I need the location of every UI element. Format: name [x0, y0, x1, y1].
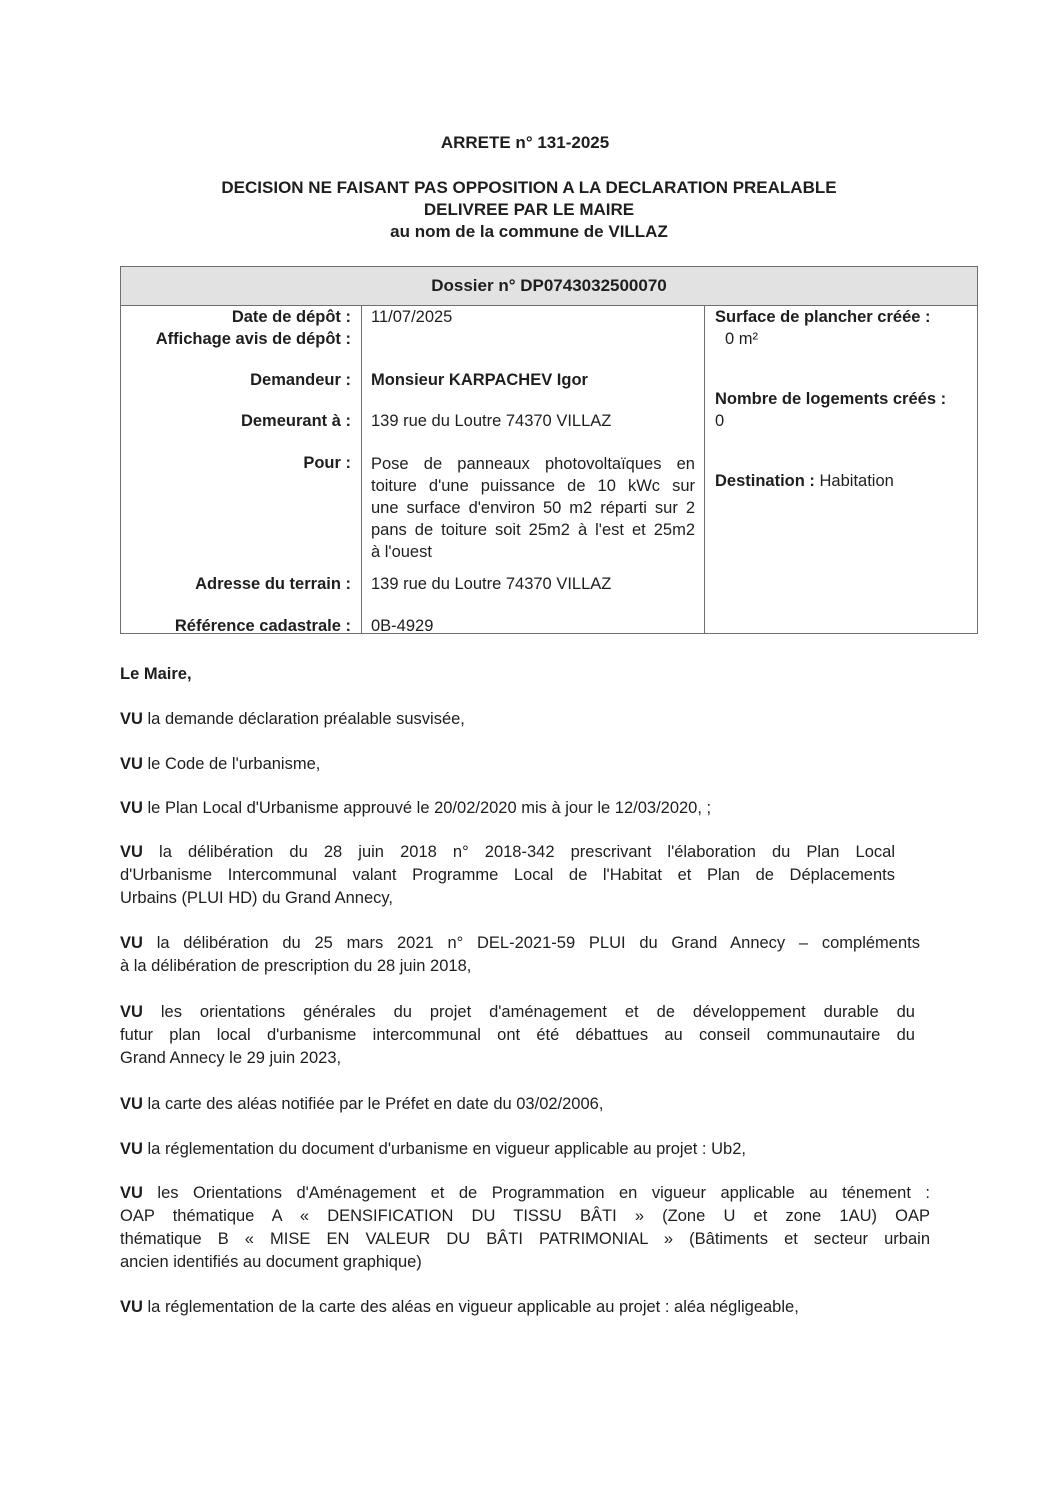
- vu-text: le Plan Local d'Urbanisme approuvé le 20/02/2020 mis à jour le 12/03/2020, ;: [147, 799, 712, 817]
- vu-paragraph: [120, 1093, 930, 1116]
- value-adresse-terrain: 139 rue du Loutre 74370 VILLAZ: [371, 575, 612, 593]
- vu-keyword: VU: [120, 1298, 143, 1316]
- vu-text: futur plan local d'urbanisme intercommunal ont été débattues au conseil communautaire du: [120, 1026, 915, 1044]
- label-adresse-terrain: Adresse du terrain :: [195, 575, 351, 593]
- label-logements: Nombre de logements créés :: [715, 390, 947, 408]
- vu-text: ancien identifiés au document graphique): [120, 1253, 422, 1271]
- vu-text: le Code de l'urbanisme,: [147, 755, 321, 773]
- value-demeurant: 139 rue du Loutre 74370 VILLAZ: [371, 412, 612, 430]
- vu-keyword: VU: [120, 1184, 143, 1202]
- vu-text: d'Urbanisme Intercommunal valant Programme Local de l'Habitat et Plan de Déplacements: [120, 866, 895, 884]
- label-affichage: Affichage avis de dépôt :: [155, 330, 351, 348]
- label-destination: Destination :: [715, 472, 815, 490]
- column-divider: [361, 305, 362, 633]
- destination: [715, 472, 894, 491]
- vu-paragraph: [120, 932, 920, 978]
- pour-line: une surface d'environ 50 m2 réparti sur 2: [371, 499, 695, 517]
- maire-text: Le Maire,: [120, 665, 192, 683]
- pour-line: toiture d'une puissance de 10 kWc sur: [371, 477, 695, 495]
- vu-paragraph: [120, 1296, 930, 1319]
- vu-text: Urbains (PLUI HD) du Grand Annecy,: [120, 889, 393, 907]
- label-reference-cadastrale: Référence cadastrale :: [174, 617, 351, 635]
- value-destination: Habitation: [819, 472, 894, 490]
- vu-paragraph: [120, 1138, 930, 1161]
- pour-line: à l'ouest: [371, 543, 432, 561]
- vu-keyword: VU: [120, 710, 143, 728]
- label-pour: Pour :: [303, 454, 351, 472]
- vu-paragraph: [120, 797, 930, 820]
- decision-line-1: DECISION NE FAISANT PAS OPPOSITION A LA DECLARATION PREALABLE: [221, 178, 837, 197]
- vu-keyword: VU: [120, 799, 143, 817]
- value-surface: 0 m²: [725, 330, 758, 348]
- value-logements: 0: [715, 412, 725, 430]
- vu-paragraph: [120, 753, 930, 776]
- arrete-number: ARRETE n° 131-2025: [440, 133, 610, 152]
- vu-keyword: VU: [120, 843, 143, 861]
- vu-text: les orientations générales du projet d'aménagement et de développement durable du: [160, 1003, 915, 1021]
- label-demeurant: Demeurant à :: [240, 412, 351, 430]
- dossier-title: Dossier n° DP0743032500070: [121, 267, 977, 306]
- vu-text: la carte des aléas notifiée par le Préfet en date du 03/02/2006,: [147, 1095, 604, 1113]
- decision-title: [0, 177, 1058, 243]
- vu-text: la réglementation de la carte des aléas en vigueur applicable au projet : aléa négligeable,: [147, 1298, 799, 1316]
- vu-text: la demande déclaration préalable susvisée,: [147, 710, 465, 728]
- vu-keyword: VU: [120, 1003, 143, 1021]
- vu-text: OAP thématique A « DENSIFICATION DU TISSU BÂTI » (Zone U et zone 1AU) OAP: [120, 1207, 930, 1225]
- decision-line-2: DELIVREE PAR LE MAIRE: [423, 200, 635, 219]
- label-surface: Surface de plancher créée :: [715, 308, 931, 326]
- value-pour: [371, 453, 695, 563]
- vu-text: la réglementation du document d'urbanisme en vigueur applicable au projet : Ub2,: [147, 1140, 746, 1158]
- vu-keyword: VU: [120, 1095, 143, 1113]
- vu-text: Grand Annecy le 29 juin 2023,: [120, 1049, 342, 1067]
- vu-keyword: VU: [120, 755, 143, 773]
- vu-text: la délibération du 25 mars 2021 n° DEL-2021-59 PLUI du Grand Annecy – compléments: [156, 934, 920, 952]
- label-date-depot: Date de dépôt :: [231, 308, 351, 326]
- column-divider: [704, 305, 705, 633]
- decision-line-3: au nom de la commune de VILLAZ: [390, 222, 668, 241]
- vu-keyword: VU: [120, 1140, 143, 1158]
- pour-line: Pose de panneaux photovoltaïques en: [371, 455, 695, 473]
- value-reference-cadastrale: 0B-4929: [371, 617, 434, 635]
- vu-text: les Orientations d'Aménagement et de Programmation en vigueur applicable au ténement :: [157, 1184, 930, 1202]
- vu-keyword: VU: [120, 934, 143, 952]
- vu-text: la délibération du 28 juin 2018 n° 2018-342 prescrivant l'élaboration du Plan Local: [159, 843, 895, 861]
- vu-paragraph: [120, 1182, 930, 1274]
- pour-line: pans de toiture soit 25m2 à l'est et 25m2: [371, 521, 695, 539]
- vu-text: à la délibération de prescription du 28 juin 2018,: [120, 957, 472, 975]
- vu-paragraph: [120, 841, 895, 910]
- dossier-table: [120, 266, 978, 634]
- value-date-depot: 11/07/2025: [371, 308, 453, 326]
- maire-heading: [120, 663, 930, 686]
- vu-text: thématique B « MISE EN VALEUR DU BÂTI PATRIMONIAL » (Bâtiments et secteur urbain: [120, 1230, 930, 1248]
- label-demandeur: Demandeur :: [250, 371, 351, 389]
- vu-paragraph: [120, 1001, 915, 1070]
- value-demandeur: Monsieur KARPACHEV Igor: [371, 371, 588, 389]
- vu-paragraph: [120, 708, 930, 731]
